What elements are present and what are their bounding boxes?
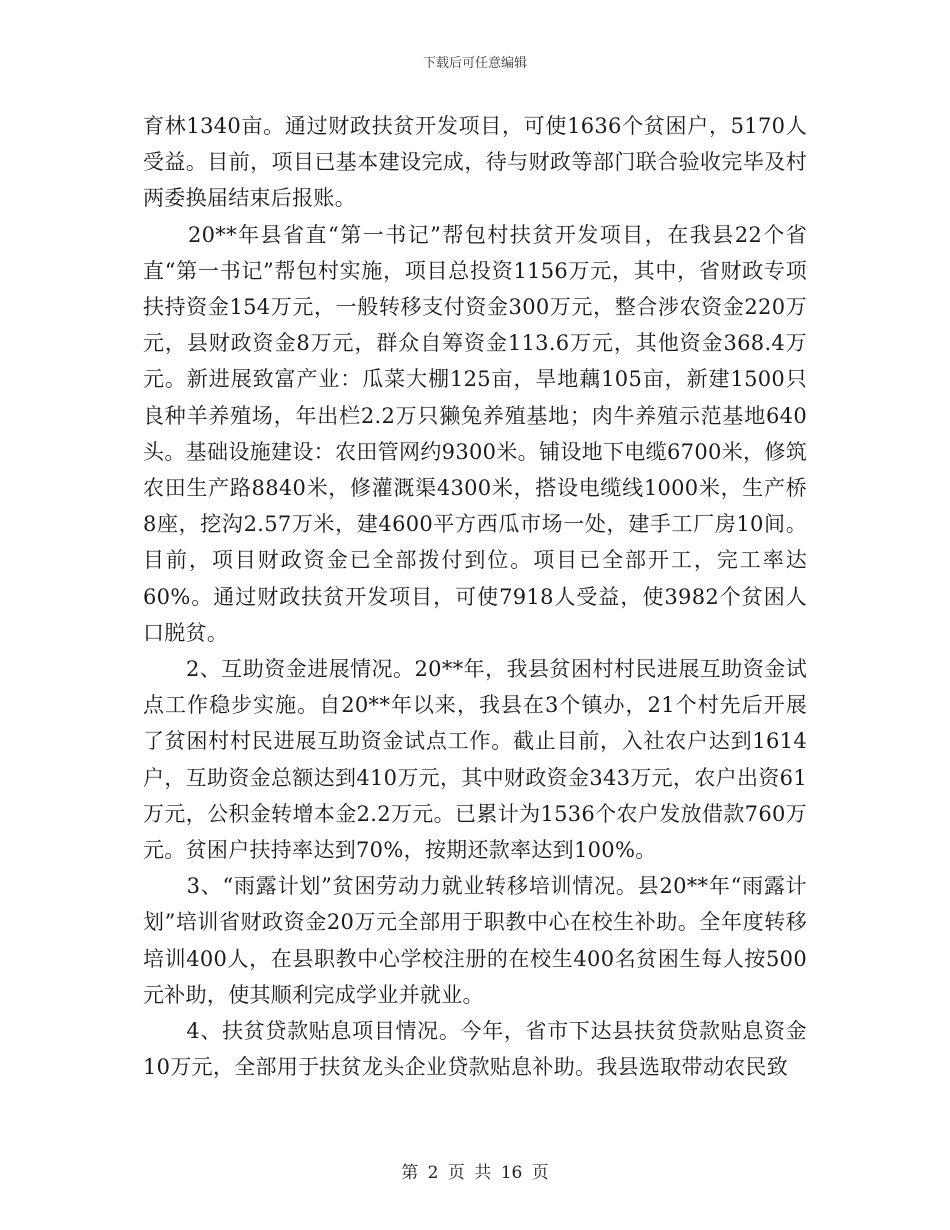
page-header: 下载后可任意编辑 (422, 56, 527, 71)
paragraph: 20**年县省直“第一书记”帮包村扶贫开发项目，在我县22个省直“第一书记”帮包村实施，项目总投资1156万元，其中，省财政专项扶持资金154万元，一般转移支付资金300万元，整合涉农资金220万元，县财政资金8万元，群众自筹资金113.6万元，其他资金368.4万元。新进展致富产业：瓜菜大棚125亩，旱地藕105亩，新建1500只良种羊养殖场，年出栏2.2万只獭兔养殖基地；肉牛养殖示范基地640头。基础设施建设：农田管网约9300米。铺设地下电缆6700米，修筑农田生产路8840米，修灌溉渠4300米，搭设电缆线1000米，生产桥8座，挖沟2.57万米，建4600平方西瓜市场一处，建手工厂房10间。目前，项目财政资金已全部拨付到位。项目已全部开工，完工率达60%。通过财政扶贫开发项目，可使7918人受益，使3982个贫困人口脱贫。 (143, 222, 807, 645)
paragraph: 2、互助资金进展情况。20**年，我县贫困村村民进展互助资金试点工作稳步实施。自20**年以来，我县在3个镇办，21个村先后开展了贫困村村民进展互助资金试点工作。截止目前，入社农户达到1614户，互助资金总额达到410万元，其中财政资金343万元，农户出资61万元，公积金转增本金2.2万元。已累计为1536个农户发放借款760万元。贫困户扶持率达到70%，按期还款率达到100%。 (143, 657, 807, 863)
paragraph: 3、“雨露计划”贫困劳动力就业转移培训情况。县20**年“雨露计划”培训省财政资金20万元全部用于职教中心在校生补助。全年度转移培训400人，在县职教中心学校注册的在校生400名贫困生每人按500元补助，使其顺利完成学业并就业。 (143, 874, 807, 1007)
page-footer: 第 2 页 共 16 页 (401, 1163, 549, 1183)
paragraph: 4、扶贫贷款贴息项目情况。今年，省市下达县扶贫贷款贴息资金10万元，全部用于扶贫龙头企业贷款贴息补助。我县选取带动农民致 (143, 1019, 807, 1080)
paragraph: 育林1340亩。通过财政扶贫开发项目，可使1636个贫困户，5170人受益。目前，项目已基本建设完成，待与财政等部门联合验收完毕及村两委换届结束后报账。 (143, 114, 807, 211)
document-body (143, 108, 807, 1085)
